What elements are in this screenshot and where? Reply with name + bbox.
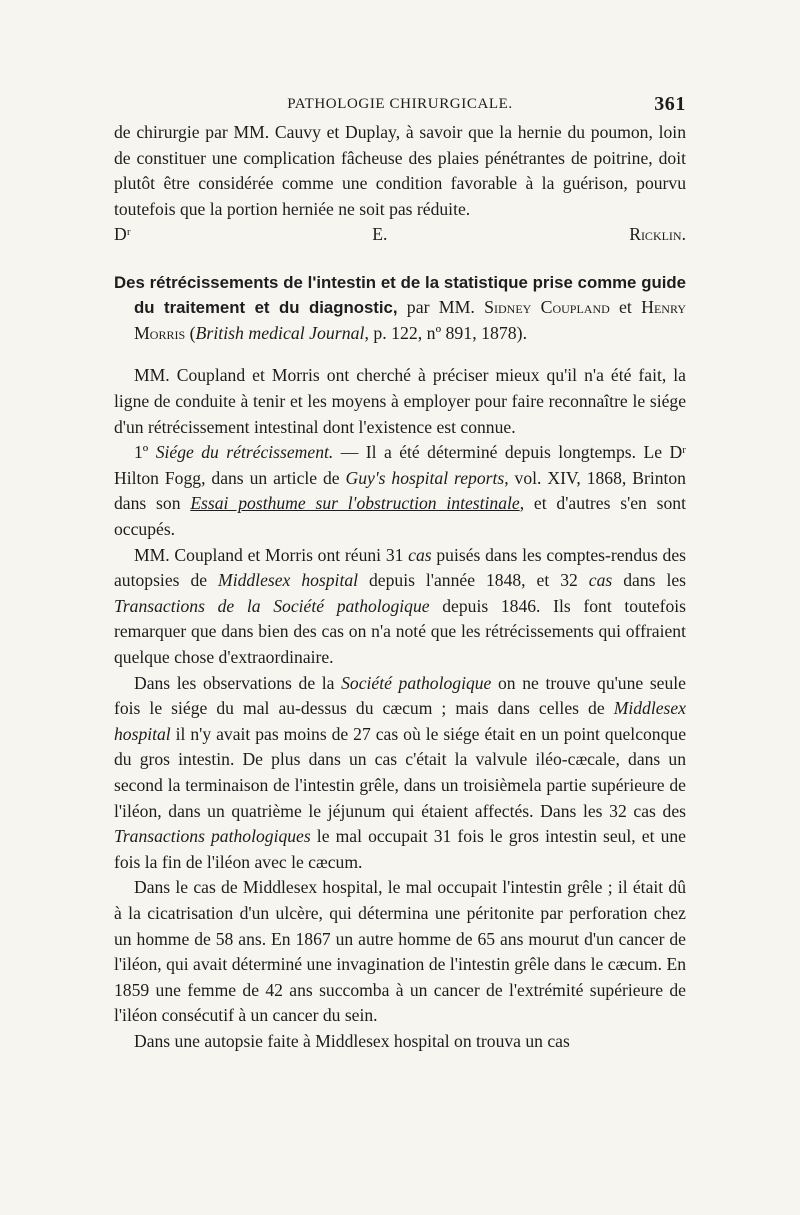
- section-number: 1º: [134, 442, 156, 463]
- p4-text-a: Dans les observations de la: [134, 672, 342, 693]
- paragraph-3: [114, 543, 686, 671]
- p3-text-c: depuis l'année 1848, et 32: [358, 570, 589, 591]
- article-title-bold: Des rétrécissements de l'intestin et de la statistique prise comme guide du traitement et du diagnostic,: [114, 272, 686, 318]
- ref-guys-hospital: Guy's hospital reports: [345, 467, 505, 488]
- running-header: [114, 88, 686, 120]
- p2-text-b: , vol. XIV, 1868, Brinton dans son: [114, 467, 686, 514]
- author-morris: Henry Morris: [134, 297, 686, 343]
- p4-text-d: le mal occupait 31 fois le gros intestin seul, et une fois la fin de l'iléon avec le cæcum.: [114, 826, 686, 872]
- page-number: 361: [654, 93, 686, 115]
- p3-text-a: MM. Coupland et Morris ont réuni 31: [134, 544, 409, 565]
- author-coupland: Sidney Coupland: [484, 297, 610, 318]
- cas-2: cas: [588, 570, 613, 591]
- signature-name: Dʳ E. Ricklin.: [114, 224, 686, 245]
- paragraph-1: MM. Coupland et Morris ont cherché à préciser mieux qu'il n'a été fait, la ligne de conduite à tenir et les moyens à employer pour faire reconnaître le siége d'un rétrécissement intestinal dont l'existence est connue.: [114, 365, 686, 437]
- paragraph-6: Dans une autopsie faite à Middlesex hospital on trouva un cas: [134, 1030, 570, 1051]
- p3-text-e: depuis 1846. Ils font toutefois remarquer que dans bien des cas on n'a noté que les rétrécissements qui offraient quelque chose d'extraordinaire.: [114, 595, 686, 667]
- p4-text-b: on ne trouve qu'une seule fois le siége du mal au-dessus du cæcum ; mais dans celles de: [114, 672, 686, 719]
- section-heading: Siége du rétrécissement.: [155, 442, 334, 463]
- cas-1: cas: [408, 544, 432, 565]
- article-title-and: et: [609, 297, 642, 318]
- paragraph-4: [114, 671, 686, 876]
- page-content: [114, 88, 686, 1055]
- ref-transactions-2: Transactions pathologiques: [114, 826, 311, 847]
- ref-open: (: [185, 322, 196, 343]
- p4-text-c: il n'y avait pas moins de 27 cas où le siége était en un point quelconque du gros intestin. De plus dans un cas c'était la valvule iléo-cæcale, dans un second la terminaison de l'intestin grêle, dans un troisièmela partie supérieure de l'iléon, dans un quatrième le jéjunum qui étaient affectés. Dans les 32 cas des: [114, 723, 686, 821]
- paragraph-5: Dans le cas de Middlesex hospital, le mal occupait l'intestin grêle ; il était dû à la cicatrisation d'un ulcère, qui détermina une péritonite par perforation chez un homme de 58 ans. En 1867 un autre homme de 65 ans mourut d'un cancer de l'iléon, qui avait déterminé une invagination de l'intestin grêle dans le cæcum. En 1859 une femme de 42 ans succomba à un cancer de l'extrémité supérieure de l'iléon consécutif à un cancer du sein.: [114, 877, 686, 1026]
- author-signature: [114, 222, 686, 248]
- ref-middlesex-1: Middlesex hospital: [218, 570, 359, 591]
- intro-paragraph: de chirurgie par MM. Cauvy et Duplay, à savoir que la hernie du poumon, loin de constituer une complication fâcheuse des plaies pénétrantes de poitrine, doit plutôt être considérée comme une condition favorable à la guérison, pourvu toutefois que la portion herniée ne soit pas réduite.: [114, 122, 686, 219]
- ref-middlesex-2: Middlesex hospital: [114, 698, 686, 744]
- ref-essai-posthume: Essai posthume sur l'obstruction intestinale: [190, 493, 520, 514]
- ref-societe: Société pathologique: [341, 672, 492, 693]
- running-title: PATHOLOGIE CHIRURGICALE.: [287, 96, 513, 112]
- article-title: [114, 270, 686, 346]
- p2-text-c: , et d'autres s'en sont occupés.: [114, 493, 686, 540]
- ref-transactions-1: Transactions de la Société pathologique: [114, 595, 430, 616]
- journal-name: British medical Journal: [195, 322, 365, 343]
- p3-text-d: dans les: [612, 570, 686, 591]
- p2-text-a: — Il a été déterminé depuis longtemps. Le Dʳ Hilton Fogg, dans un article de: [114, 442, 686, 488]
- ref-rest: , p. 122, nº 891, 1878).: [364, 322, 528, 343]
- article-title-par: par MM.: [397, 297, 485, 318]
- p3-text-b: puisés dans les comptes-rendus des autopsies de: [114, 544, 686, 591]
- paragraph-2: [114, 440, 686, 542]
